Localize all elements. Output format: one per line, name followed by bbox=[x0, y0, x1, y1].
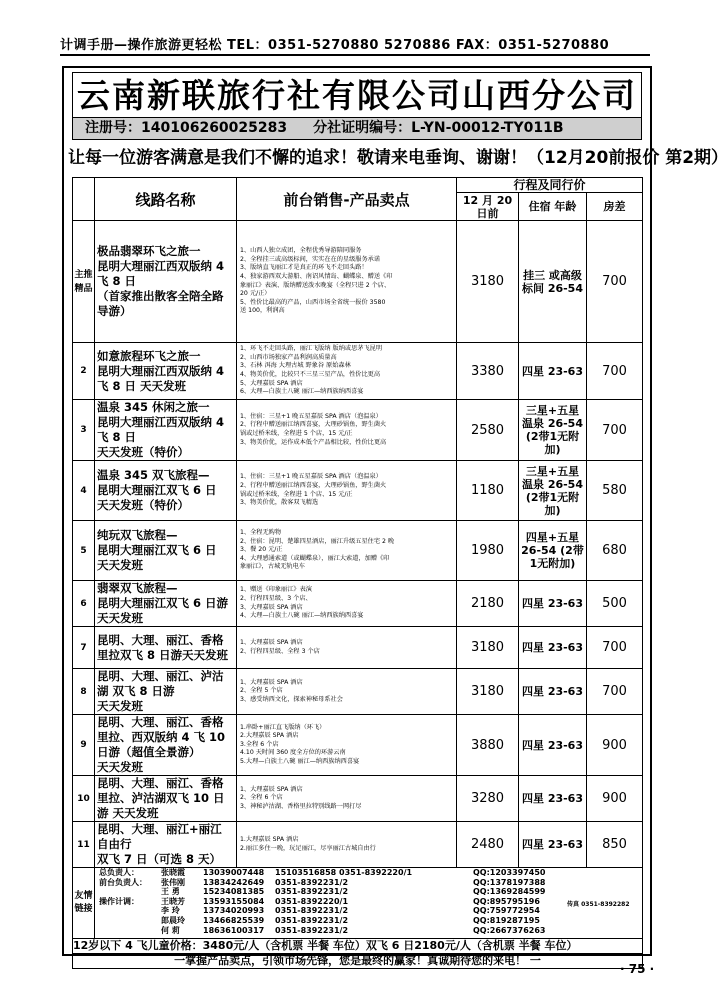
route-name-line: 里拉、泸沽湖双飞 10 日 bbox=[97, 791, 225, 805]
route-room-diff: 700 bbox=[587, 669, 643, 715]
route-room-diff: 700 bbox=[587, 343, 643, 400]
header-route-name: 线路名称 bbox=[95, 178, 237, 221]
route-name-line: 天天发班 bbox=[97, 699, 143, 713]
route-name-line: 昆明大理丽江双飞 6 日游 bbox=[97, 596, 229, 610]
selling-points bbox=[237, 776, 457, 822]
route-index: 4 bbox=[73, 461, 95, 521]
selling-points bbox=[237, 400, 457, 461]
route-accommodation: 四星 23-63 bbox=[519, 627, 587, 669]
route-name-line: 昆明大理丽江西双版纳 4 bbox=[97, 415, 225, 429]
route-name-line: 飞 8 日 天天发班 bbox=[97, 378, 187, 393]
selling-points bbox=[237, 221, 457, 343]
selling-point-line: 1、环飞不走回头路，丽江飞版纳 版纳或思茅飞昆明 bbox=[240, 345, 383, 353]
header-accommodation: 住宿 年龄 bbox=[519, 193, 587, 221]
selling-point-line: 2.大理嘉辰 SPA 酒店 bbox=[240, 732, 299, 740]
branch-certificate-number: 分社证明编号：L-YN-00012-TY011B bbox=[313, 120, 564, 136]
selling-point-line: 2、山西市场独家产品利润高质量高 bbox=[240, 353, 337, 361]
header-bar bbox=[60, 34, 650, 56]
route-accommodation: 三星+五星 温泉 26-54 (2带1无附加) bbox=[519, 461, 587, 521]
route-name-line: 温泉 345 双飞旅程— bbox=[97, 468, 210, 482]
route-row bbox=[73, 221, 643, 343]
selling-point-line: 3、石林 洱海 大理古城 野象谷 原始森林 bbox=[240, 362, 351, 370]
route-name-line: 天天发班 bbox=[97, 558, 143, 572]
route-name-line: 天天发班 bbox=[97, 611, 143, 625]
selling-point-line: 1.大理嘉辰 SPA 酒店 bbox=[240, 835, 299, 843]
selling-point-line: 3、神秘泸沽湖、香格里拉特别线路一网打尽 bbox=[240, 802, 362, 810]
route-name bbox=[95, 715, 237, 776]
header-room-diff: 房差 bbox=[587, 193, 643, 221]
route-room-diff: 700 bbox=[587, 400, 643, 461]
footer-slogan: 一掌握产品卖点，引领市场先锋，您是最终的赢家！真诚期待您的来电！ 一 bbox=[73, 954, 643, 969]
slogan: 让每一位游客满意是我们不懈的追求！敬请来电垂询、谢谢！（12月20前报价 第2期） bbox=[68, 148, 728, 168]
route-price: 3280 bbox=[457, 776, 519, 822]
fax-number: 传真 0351-8392282 bbox=[567, 901, 630, 908]
route-index: 主推精品 bbox=[73, 221, 95, 343]
route-index: 7 bbox=[73, 627, 95, 669]
route-room-diff: 900 bbox=[587, 715, 643, 776]
route-name-line: 昆明大理丽江西双版纳 4 bbox=[97, 259, 225, 273]
route-room-diff: 700 bbox=[587, 221, 643, 343]
selling-point-line: 4.10 天时间 360 度全方位的环游云南 bbox=[240, 749, 346, 757]
route-accommodation: 四星 23-63 bbox=[519, 715, 587, 776]
selling-point-line: 3、版纳直飞丽江才是真正的环飞不走回头路！ bbox=[240, 264, 368, 272]
selling-point-line: 2、行程四星级、3 个店、 bbox=[240, 594, 312, 602]
selling-point-line: 象丽江》表演、版纳赠送泼水晚宴（全程只进 2 个店、 bbox=[240, 281, 391, 289]
selling-point-line: 象丽江》，古城无轨电车 bbox=[240, 563, 305, 571]
contact-qq: QQ:1378197388 bbox=[473, 877, 546, 887]
route-accommodation: 四星 23-63 bbox=[519, 822, 587, 868]
contact-mobile: 13466825539 bbox=[203, 916, 265, 925]
selling-point-line: 3、物美价优，运作成本低个产品相比较，性价比更高 bbox=[240, 438, 387, 446]
route-name-line: 飞 8 日 bbox=[97, 274, 137, 288]
contact-name: 张晓霞 bbox=[161, 868, 185, 877]
contact-name: 张伟刚 bbox=[161, 877, 185, 887]
selling-point-line: 3、餐 20 元/正 bbox=[240, 546, 283, 554]
route-index: 3 bbox=[73, 400, 95, 461]
route-index: 9 bbox=[73, 715, 95, 776]
contact-mobile: 18636100317 bbox=[203, 925, 265, 935]
route-index: 5 bbox=[73, 521, 95, 581]
selling-point-line: 1.串卧+丽江直飞版纳（环飞） bbox=[240, 723, 326, 731]
selling-point-line: 1、大理嘉辰 SPA 酒店 bbox=[240, 678, 303, 686]
selling-point-line: 5、性价比最高的产品，山西市场全省统一报价 3580 bbox=[240, 298, 386, 306]
route-room-diff: 580 bbox=[587, 461, 643, 521]
contact-name: 何 莉 bbox=[161, 925, 180, 935]
selling-point-line: 1、赠送《印象丽江》表演 bbox=[240, 586, 312, 594]
header-trip-price: 行程及同行价 bbox=[457, 178, 643, 193]
header-date: 12 月 20 日前 bbox=[457, 193, 519, 221]
route-name-line: 昆明、大理、丽江、香格 bbox=[97, 715, 224, 729]
header-selling-point: 前台销售-产品卖点 bbox=[237, 178, 457, 221]
selling-point-line: 2、行程四星级、全程 3 个店 bbox=[240, 647, 320, 655]
selling-point-line: 3.全程 6 个店 bbox=[240, 740, 279, 748]
contacts-cell bbox=[95, 868, 643, 939]
route-name bbox=[95, 627, 237, 669]
route-row bbox=[73, 822, 643, 868]
contact-phone: 0351-8392231/2 bbox=[275, 906, 349, 916]
header-index bbox=[73, 178, 95, 221]
selling-point-line: 20 元/正） bbox=[240, 290, 271, 298]
route-name bbox=[95, 581, 237, 627]
contact-name: 郎晨玲 bbox=[161, 916, 185, 925]
route-accommodation: 挂三 或高级 标间 26-54 bbox=[519, 221, 587, 343]
route-index: 10 bbox=[73, 776, 95, 822]
route-accommodation: 四星 23-63 bbox=[519, 776, 587, 822]
selling-point-line: 3、感受纳西文化，探索神秘母系社会 bbox=[240, 695, 343, 703]
selling-point-line: 2、行程中赠送丽江纳西喜宴，大理砂锅鱼，野生菌火 bbox=[240, 481, 387, 489]
route-name-line: 昆明大理丽江双飞 6 日 bbox=[97, 543, 217, 557]
contact-qq: QQ:819287195 bbox=[473, 916, 540, 925]
route-name bbox=[95, 521, 237, 581]
route-name-line: 翡翠双飞旅程— bbox=[97, 581, 178, 595]
contacts-list bbox=[95, 868, 642, 938]
route-name-line: 游 天天发班 bbox=[97, 806, 159, 820]
route-index: 6 bbox=[73, 581, 95, 627]
route-price: 3180 bbox=[457, 221, 519, 343]
route-name-line: 昆明大理丽江双飞 6 日 bbox=[97, 483, 217, 497]
selling-point-line: 2.丽江多住一晚，玩足丽江，尽享丽江古城自由行 bbox=[240, 844, 376, 852]
selling-point-line: 4、大理感通索道（或蝴蝶泉），丽江大索道，加赠《印 bbox=[240, 554, 390, 562]
route-name bbox=[95, 343, 237, 400]
selling-point-line: 4、大理—白族土八碗 丽江—纳西族纳西喜宴 bbox=[240, 612, 364, 620]
route-name-line: 温泉 345 休闲之旅一 bbox=[97, 400, 210, 414]
selling-points bbox=[237, 343, 457, 400]
selling-point-line: 2、全程挂三或高级标间，实实在在的星级服务承诺 bbox=[240, 255, 381, 263]
company-name: 云南新联旅行社有限公司山西分公司 bbox=[72, 72, 642, 118]
contact-role: 操作计调： bbox=[99, 896, 139, 906]
route-row bbox=[73, 343, 643, 400]
selling-point-line: 6、大理—白族土八碗 丽江—纳西族纳西喜宴 bbox=[240, 388, 364, 396]
route-row bbox=[73, 461, 643, 521]
selling-points bbox=[237, 669, 457, 715]
route-room-diff: 900 bbox=[587, 776, 643, 822]
route-price: 2480 bbox=[457, 822, 519, 868]
route-price: 3880 bbox=[457, 715, 519, 776]
route-row bbox=[73, 521, 643, 581]
selling-point-line: 锅或过桥米线，全程进 1 个店、15 元/正 bbox=[240, 490, 353, 498]
selling-point-line: 3、大理嘉辰 SPA 酒店 bbox=[240, 603, 303, 611]
route-name-line: 双飞 7 日（可选 8 天） bbox=[97, 852, 222, 866]
route-name-line: 飞 8 日 bbox=[97, 430, 137, 444]
header-text: 计调手册—操作旅游更轻松 TEL：0351-5270880 5270886 FAX：0351-5270880 bbox=[60, 38, 610, 53]
route-row bbox=[73, 627, 643, 669]
contact-phone: 0351-8392231/2 bbox=[275, 877, 349, 887]
route-room-diff: 680 bbox=[587, 521, 643, 581]
selling-points bbox=[237, 715, 457, 776]
selling-point-line: 1、全程无购物 bbox=[240, 529, 282, 537]
route-name bbox=[95, 822, 237, 868]
selling-point-line: 1、住宿：三星+1 晚五星嘉辰 SPA 酒店（泡温泉） bbox=[240, 473, 382, 481]
contact-phone: 0351-8392231/2 bbox=[275, 887, 349, 897]
route-row bbox=[73, 581, 643, 627]
route-name-line: 里拉、西双版纳 4 飞 10 bbox=[97, 730, 226, 744]
route-name-line: 天天发班（特价） bbox=[97, 445, 189, 459]
route-row bbox=[73, 669, 643, 715]
selling-point-line: 1、住宿：三星+1 晚五星嘉辰 SPA 酒店（泡温泉） bbox=[240, 412, 382, 420]
route-name-line: 昆明、大理、丽江+丽江 bbox=[97, 822, 222, 836]
registration-number: 注册号：140106260025283 bbox=[85, 120, 288, 136]
route-row bbox=[73, 776, 643, 822]
route-name bbox=[95, 669, 237, 715]
selling-point-line: 1、大理嘉辰 SPA 酒店 bbox=[240, 638, 303, 646]
selling-points bbox=[237, 521, 457, 581]
route-accommodation: 四星 23-63 bbox=[519, 581, 587, 627]
contacts-label: 友情链接 bbox=[73, 868, 95, 939]
selling-point-line: 2、住宿：昆明、楚雄四星酒店，丽江升级五星住宅 2 晚 bbox=[240, 537, 395, 545]
route-price-table bbox=[72, 177, 643, 969]
selling-point-line: 锅或过桥米线，全程进 5 个店，15 元/正 bbox=[240, 430, 353, 437]
route-name bbox=[95, 400, 237, 461]
route-name bbox=[95, 221, 237, 343]
route-name-line: 如意旅程环飞之旅一 bbox=[97, 348, 201, 363]
selling-point-line: 5、大理嘉辰 SPA 酒店 bbox=[240, 379, 303, 387]
route-name-line: 昆明、大理、丽江、香格 bbox=[97, 776, 224, 790]
route-price: 3180 bbox=[457, 627, 519, 669]
child-price: 12岁以下 4 飞儿童价格：3480元/人（含机票 半餐 车位）双飞 6 日2180元/人（含机票 半餐 车位） bbox=[73, 939, 643, 954]
contact-mobile: 13593155084 bbox=[203, 896, 265, 906]
route-room-diff: 500 bbox=[587, 581, 643, 627]
route-name bbox=[95, 461, 237, 521]
route-name-line: 里拉双飞 8 日游天天发班 bbox=[97, 647, 229, 662]
route-name bbox=[95, 776, 237, 822]
route-price: 1980 bbox=[457, 521, 519, 581]
selling-point-line: 2、全程 5 个店 bbox=[240, 687, 283, 695]
selling-points bbox=[237, 581, 457, 627]
route-name-line: 天天发班（特价） bbox=[97, 498, 189, 512]
contact-qq: QQ:759772954 bbox=[473, 906, 540, 916]
registration-bar bbox=[72, 118, 642, 140]
selling-point-line: 1、山西人独立成团，全程优秀导游陪同服务 bbox=[240, 247, 362, 255]
selling-point-line: 2、行程中赠送丽江纳西喜宴，大理砂锅鱼，野生菌火 bbox=[240, 421, 387, 429]
route-name-line: 自由行 bbox=[97, 837, 132, 851]
route-name-line: 昆明大理丽江西双版纳 4 bbox=[97, 363, 225, 378]
contact-mobile: 13834242649 bbox=[203, 877, 265, 887]
route-index: 11 bbox=[73, 822, 95, 868]
route-name-line: 纯玩双飞旅程— bbox=[97, 528, 178, 542]
contact-mobile: 15234081385 bbox=[203, 887, 265, 897]
route-price: 2180 bbox=[457, 581, 519, 627]
contact-role: 前台负责人： bbox=[99, 877, 147, 887]
selling-point-line: 送 100，利润高 bbox=[240, 307, 285, 315]
route-price: 2580 bbox=[457, 400, 519, 461]
selling-points bbox=[237, 627, 457, 669]
route-name-line: 昆明、大理、丽江、泸沽 bbox=[97, 669, 224, 683]
contact-mobile: 13734020993 bbox=[203, 906, 265, 916]
page-number: · 75 · bbox=[620, 962, 655, 976]
selling-points bbox=[237, 461, 457, 521]
route-name-line: 极品翡翠环飞之旅一 bbox=[97, 244, 201, 258]
route-accommodation: 四星+五星 26-54 (2带1无附加) bbox=[519, 521, 587, 581]
contact-phone: 0351-8392231/2 bbox=[275, 925, 349, 935]
route-row bbox=[73, 400, 643, 461]
route-name-line: 导游） bbox=[97, 304, 132, 318]
contact-phone: 0351-8392231/2 bbox=[275, 916, 349, 925]
route-name-line: 湖 双飞 8 日游 bbox=[97, 684, 175, 698]
contact-phone: 0351-8392220/1 bbox=[275, 896, 349, 906]
selling-point-line: 2、全程 6 个店 bbox=[240, 794, 283, 802]
contact-qq: QQ:895795196 bbox=[473, 896, 540, 906]
selling-point-line: 5.大理—白族土八碗 丽江—纳西族纳西喜宴 bbox=[240, 757, 360, 765]
route-price: 1180 bbox=[457, 461, 519, 521]
selling-point-line: 4、物美价优，比较只不三星三星产品，性价比更高 bbox=[240, 371, 381, 378]
route-accommodation: 三星+五星 温泉 26-54 (2带1无附加) bbox=[519, 400, 587, 461]
contact-name: 王 勇 bbox=[161, 887, 180, 897]
selling-points bbox=[237, 822, 457, 868]
contact-qq: QQ:2667376263 bbox=[473, 925, 546, 935]
contact-name: 王晓芳 bbox=[161, 896, 185, 906]
route-price: 3180 bbox=[457, 669, 519, 715]
route-room-diff: 850 bbox=[587, 822, 643, 868]
route-name-line: 昆明、大理、丽江、香格 bbox=[97, 632, 224, 647]
route-accommodation: 四星 23-63 bbox=[519, 669, 587, 715]
contact-role: 总负责人： bbox=[99, 868, 139, 877]
route-index: 8 bbox=[73, 669, 95, 715]
route-price: 3380 bbox=[457, 343, 519, 400]
route-row bbox=[73, 715, 643, 776]
route-index: 2 bbox=[73, 343, 95, 400]
contact-name: 李 玲 bbox=[161, 906, 180, 916]
selling-point-line: 1、大理嘉辰 SPA 酒店 bbox=[240, 785, 303, 793]
contact-mobile: 13039007448 bbox=[203, 868, 265, 877]
route-room-diff: 700 bbox=[587, 627, 643, 669]
route-name-line: 天天发班 bbox=[97, 760, 143, 774]
contact-qq: QQ:1203397450 bbox=[473, 868, 546, 877]
route-name-line: （首家推出散客全陪全路 bbox=[97, 289, 224, 303]
route-name-line: 日游（超值全景游） bbox=[97, 745, 201, 759]
route-accommodation: 四星 23-63 bbox=[519, 343, 587, 400]
contact-qq: QQ:1369284599 bbox=[473, 887, 546, 897]
selling-point-line: 4、独家游西双大游船、南诏风情岛、蝴蝶泉、赠送《印 bbox=[240, 272, 393, 280]
contact-phone: 15103516858 0351-8392220/1 bbox=[275, 868, 413, 877]
selling-point-line: 3、物美价优，散客双飞精选 bbox=[240, 499, 319, 507]
